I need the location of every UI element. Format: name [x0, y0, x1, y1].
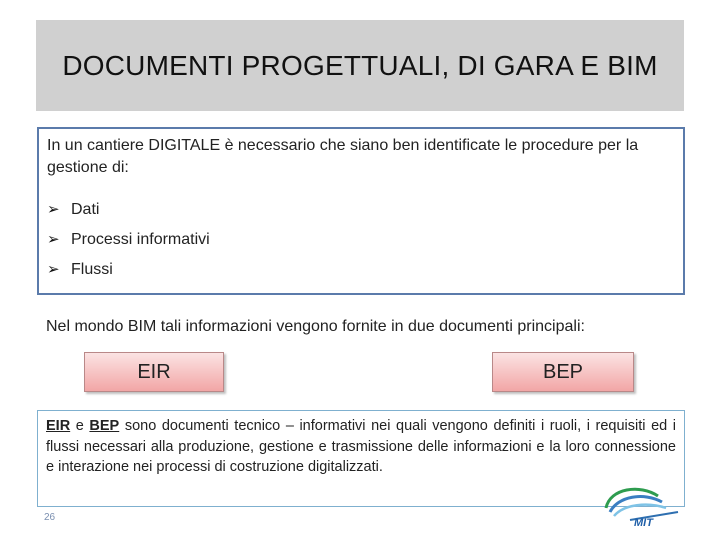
procedures-intro: In un cantiere DIGITALE è necessario che siano ben identificate le procedure per la gestione di: — [47, 137, 639, 176]
list-item — [47, 195, 673, 225]
arrow-bullet-icon: ➢ — [47, 261, 60, 278]
list-item-label: Flussi — [71, 261, 113, 278]
documents-intro-text: Nel mondo BIM tali informazioni vengono fornite in due documenti principali: — [46, 318, 585, 335]
arrow-bullet-icon: ➢ — [47, 231, 60, 248]
definition-box — [37, 410, 685, 507]
list-item — [47, 225, 673, 255]
definition-text: sono documenti tecnico – informativi nei quali vengono definiti i ruoli, i requisiti ed i flussi necessari alla produzione, gestione e trasmissione delle informazioni e la loro connessione e interazione nei processi di costruzione digitalizzati. — [46, 418, 676, 475]
mit-logo-text: MIT — [634, 517, 653, 528]
slide-title: DOCUMENTI PROGETTUALI, DI GARA E BIM — [62, 49, 658, 81]
procedures-box — [37, 127, 685, 295]
bep-acronym: BEP — [89, 418, 120, 434]
list-item-label: Processi informativi — [71, 231, 210, 248]
page-number: 26 — [44, 512, 56, 523]
list-item — [47, 255, 673, 285]
mit-logo — [600, 482, 682, 528]
bep-button[interactable]: BEP — [492, 352, 634, 392]
eir-acronym: EIR — [46, 418, 71, 434]
mit-logo-icon — [600, 482, 682, 528]
title-bar — [36, 20, 684, 111]
procedures-list — [47, 195, 673, 285]
arrow-bullet-icon: ➢ — [47, 201, 60, 218]
definition-connector: e — [75, 418, 84, 434]
eir-button[interactable]: EIR — [84, 352, 224, 392]
list-item-label: Dati — [71, 201, 100, 218]
